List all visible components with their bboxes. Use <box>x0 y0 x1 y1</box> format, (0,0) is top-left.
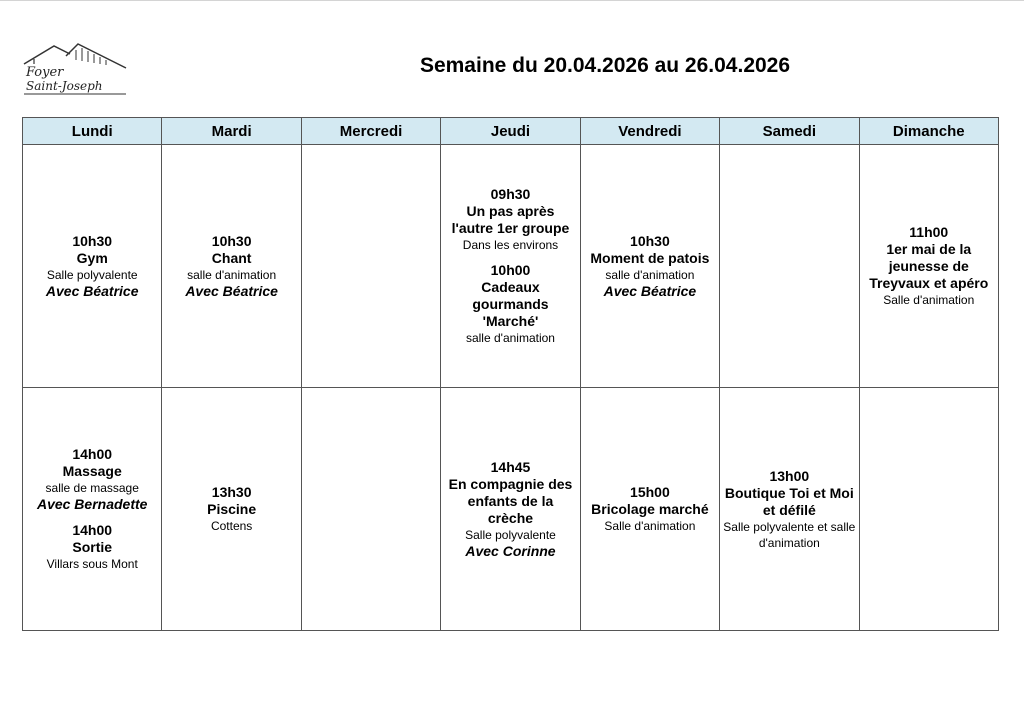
day-header-jeudi: Jeudi <box>441 118 580 145</box>
event-place: salle de massage <box>45 481 139 495</box>
event-time: 13h30 <box>211 484 252 500</box>
day-header-lundi: Lundi <box>23 118 162 145</box>
logo-line-1: Foyer <box>26 65 64 80</box>
foyer-logo <box>20 40 130 100</box>
event-time: 10h30 <box>72 232 113 249</box>
event-place: salle d'animation <box>187 267 277 282</box>
event <box>863 224 995 308</box>
header-row <box>23 118 999 145</box>
event-place: salle d'animation <box>465 331 555 345</box>
event-title: Un pas après l'autre 1er groupe <box>451 203 570 236</box>
page-top-border <box>0 0 1024 1</box>
event-place: Salle polyvalente <box>465 527 556 542</box>
event-time: 11h00 <box>909 224 949 240</box>
event-host: Avec Bernadette <box>36 496 148 512</box>
day-header-vendredi: Vendredi <box>580 118 719 145</box>
cell-vendredi-morning <box>580 145 719 388</box>
cell-mardi-morning <box>162 145 301 388</box>
event-title: Gym <box>76 249 108 266</box>
page-title: Semaine du 20.04.2026 au 26.04.2026 <box>419 54 791 77</box>
cell-lundi-afternoon <box>23 388 162 631</box>
event-place: Salle d'animation <box>604 519 696 533</box>
event-time: 10h30 <box>630 232 670 249</box>
cell-vendredi-afternoon <box>580 388 719 631</box>
event-host: Avec Corinne <box>465 542 556 559</box>
event-title: Chant <box>211 249 252 266</box>
event-place: salle d'animation <box>605 267 695 282</box>
cell-dimanche-afternoon <box>859 388 998 631</box>
event-title: Moment de patois <box>590 249 710 266</box>
weekly-schedule-table <box>22 117 999 631</box>
cell-dimanche-morning <box>859 145 998 388</box>
cell-lundi-morning <box>23 145 162 388</box>
event <box>26 522 158 572</box>
event <box>165 233 297 300</box>
event-title: Sortie <box>72 539 113 555</box>
event <box>26 446 158 513</box>
schedule-row-afternoon <box>23 388 999 631</box>
cell-jeudi-afternoon <box>441 388 580 631</box>
event-place: Dans les environs <box>462 238 559 252</box>
event <box>444 262 576 346</box>
logo-line-2: Saint-Joseph <box>26 79 103 93</box>
event <box>165 484 297 534</box>
event-time: 13h00 <box>769 467 810 484</box>
house-roof-icon <box>20 40 130 100</box>
cell-mardi-afternoon <box>162 388 301 631</box>
event-time: 10h30 <box>211 232 252 249</box>
event-place: Salle polyvalente <box>46 267 138 282</box>
event-host: Avec Béatrice <box>45 282 139 299</box>
day-header-dimanche: Dimanche <box>859 118 998 145</box>
event <box>26 233 158 300</box>
event-place: Salle d'animation <box>883 293 975 307</box>
event <box>723 468 855 551</box>
event-time: 14h00 <box>72 446 113 462</box>
event-place: Cottens <box>210 519 253 533</box>
event-title: Piscine <box>207 501 257 517</box>
day-header-mercredi: Mercredi <box>301 118 440 145</box>
schedule-row-morning <box>23 145 999 388</box>
event-time: 09h30 <box>490 186 531 202</box>
event-host: Avec Béatrice <box>603 282 697 299</box>
day-header-mardi: Mardi <box>162 118 301 145</box>
event-title: Cadeaux gourmands 'Marché' <box>472 279 549 329</box>
cell-samedi-afternoon <box>720 388 859 631</box>
event <box>444 186 576 253</box>
day-header-samedi: Samedi <box>720 118 859 145</box>
event-title: Massage <box>62 463 122 479</box>
event-place: Salle polyvalente et salle d'animation <box>723 519 856 550</box>
event-time: 14h45 <box>490 458 531 475</box>
event-time: 10h00 <box>490 262 531 278</box>
cell-samedi-morning <box>720 145 859 388</box>
event <box>584 233 716 300</box>
cell-mercredi-afternoon <box>301 388 440 631</box>
event-time: 14h00 <box>72 522 113 538</box>
event-host: Avec Béatrice <box>185 282 278 299</box>
event-title: Bricolage marché <box>591 501 709 517</box>
event <box>584 484 716 534</box>
event-place: Villars sous Mont <box>46 557 138 571</box>
event-time: 15h00 <box>630 484 670 500</box>
cell-jeudi-morning <box>441 145 580 388</box>
event-title: En compagnie des enfants de la crèche <box>448 475 573 526</box>
event <box>444 459 576 560</box>
cell-mercredi-morning <box>301 145 440 388</box>
event-title: Boutique Toi et Moi et défilé <box>724 484 854 518</box>
event-title: 1er mai de la jeunesse de Treyvaux et apéro <box>869 241 989 291</box>
